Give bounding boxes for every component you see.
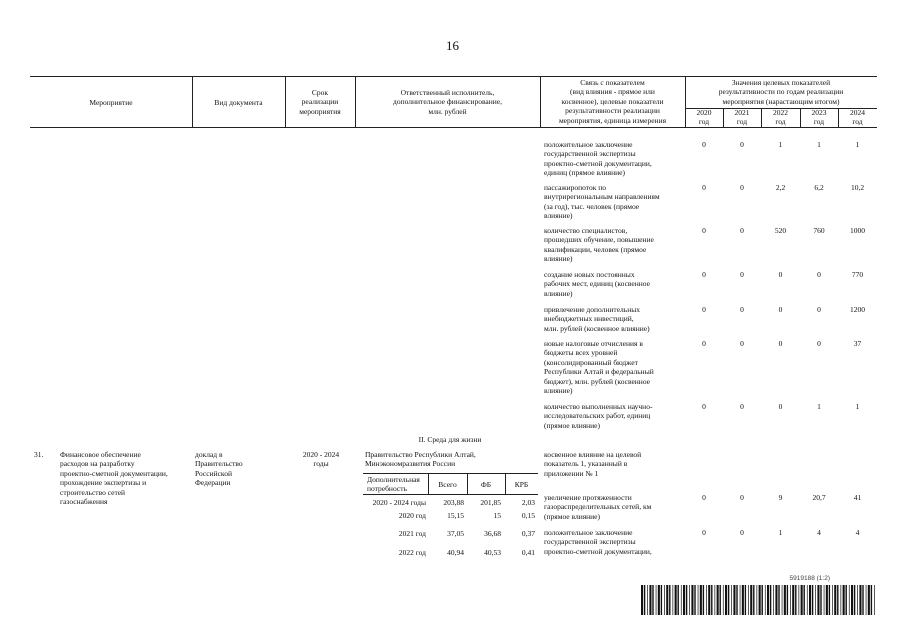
indicator-value-2020: 0	[702, 528, 706, 537]
barcode-bar	[857, 585, 858, 615]
barcode-bar	[757, 585, 758, 615]
measure-doc-type: доклад в Правительство Российской Федерации	[195, 450, 243, 488]
indicator-value-2024: 1	[855, 402, 860, 411]
indicator-value-2021: 0	[740, 226, 744, 235]
indicator-text	[544, 183, 684, 221]
indicator-text	[544, 493, 684, 521]
barcode-bar	[715, 585, 716, 615]
measure-responsible: Правительство Республики Алтай, Минэкономразвития России	[365, 450, 476, 469]
barcode-bar	[792, 585, 794, 615]
barcode-bar	[644, 585, 645, 615]
barcode-bar	[723, 585, 724, 615]
indicator-value-2022: 2,2	[775, 183, 786, 192]
barcode-bar	[782, 585, 783, 615]
section-title: II. Среда для жизни	[418, 435, 482, 444]
barcode-bar	[725, 585, 727, 615]
indicator-line: (за год), тыс. человек (прямое	[544, 201, 640, 211]
barcode-bar	[775, 585, 777, 615]
fin-total: 203,88	[443, 498, 464, 507]
indicator-value-2021: 0	[740, 140, 744, 149]
barcode-bar	[767, 585, 769, 615]
barcode-bar	[733, 585, 735, 615]
indicator-value-2023: 6,2	[814, 183, 824, 192]
barcode-bar	[859, 585, 861, 615]
indicator-line: (консолидированный бюджет	[544, 357, 638, 367]
indicator-value-2024: 1	[855, 140, 860, 149]
fin-krb: 0,15	[521, 511, 535, 520]
barcode-bar	[652, 585, 653, 615]
header-link: Связь с показателем (вид влияния - прямое или косвенное), целевые показатели результативности реализации мероприятия, единица измерения	[558, 78, 667, 125]
fin-fb: 36,68	[484, 529, 501, 538]
barcode	[640, 585, 878, 615]
fin-header-total: Всего	[438, 480, 457, 489]
header-year-2023: 2023 год	[811, 108, 827, 127]
header-bottom-border	[30, 127, 877, 128]
fin-header-fb: ФБ	[480, 480, 492, 489]
measure-name: Финансовое обеспечение расходов на разработку проектно-сметной документации, прохождение экспертизы и строительство сетей газоснабжения	[60, 450, 168, 507]
barcode-bar	[837, 585, 838, 615]
barcode-bar	[708, 585, 710, 615]
indicator-value-2021: 0	[740, 183, 744, 192]
barcode-bar	[866, 585, 867, 615]
barcode-bar	[736, 585, 737, 615]
barcode-bar	[728, 585, 729, 615]
fin-total: 15,15	[447, 511, 464, 520]
indicator-value-2021: 0	[740, 339, 744, 348]
fin-header-krb: КРБ	[514, 480, 529, 489]
barcode-bar	[807, 585, 808, 615]
barcode-bar	[669, 585, 670, 615]
indicator-value-2020: 0	[702, 339, 706, 348]
barcode-bar	[700, 585, 702, 615]
indicator-value-2021: 0	[740, 528, 744, 537]
barcode-bar	[717, 585, 719, 615]
header-year-2022: 2022 год	[773, 108, 788, 127]
header-doc-type: Вид документа	[214, 98, 263, 107]
barcode-bar	[658, 585, 660, 615]
barcode-bar	[812, 585, 813, 615]
fin-total: 37,05	[447, 529, 464, 538]
indicator-value-2022: 1	[778, 140, 783, 149]
indicator-value-2024: 1200	[850, 305, 865, 314]
barcode-bar	[762, 585, 763, 615]
barcode-bar	[647, 585, 648, 615]
indicator-line: единиц (прямое влияние)	[544, 168, 625, 178]
indicator-value-2022: 520	[774, 226, 787, 235]
barcode-bar	[801, 585, 803, 615]
indicator-line: проектно-сметной документации,	[544, 546, 652, 556]
indicator-value-2024: 41	[853, 493, 862, 502]
indicator-line: влияние)	[544, 288, 573, 298]
barcode-bar	[765, 585, 766, 615]
barcode-bar	[846, 585, 847, 615]
barcode-bar	[809, 585, 811, 615]
fin-krb: 0,37	[521, 529, 535, 538]
indicator-line: (прямое влияние)	[544, 420, 601, 430]
barcode-bar	[745, 585, 746, 615]
indicator-line: проектно-сметной документации,	[544, 158, 652, 168]
indicator-value-2024: 1000	[850, 226, 865, 235]
indicator-value-2020: 0	[702, 270, 706, 279]
barcode-bar	[742, 585, 744, 615]
header-year-2024: 2024 год	[850, 108, 865, 127]
barcode-bar	[683, 585, 685, 615]
barcode-bar	[832, 585, 833, 615]
fin-fb: 15	[493, 511, 501, 520]
barcode-bar	[871, 585, 872, 615]
page-number: 16	[446, 38, 459, 53]
fin-period: 2022 год	[398, 548, 426, 557]
barcode-bar	[820, 585, 821, 615]
fin-krb: 2,03	[521, 498, 535, 507]
indicator-line: прошедших обучение, повышение	[544, 235, 654, 245]
fin-fb: 201,85	[480, 498, 501, 507]
fin-header-need: Дополнительная потребность	[367, 475, 420, 494]
barcode-bar	[874, 585, 875, 615]
barcode-bar	[773, 585, 774, 615]
table-top-border	[30, 76, 877, 77]
indicator-line: Республики Алтай и федеральный	[544, 367, 654, 377]
indicator-value-2023: 760	[813, 226, 825, 235]
indicator-value-2023: 0	[817, 305, 821, 314]
indicator-text	[544, 339, 684, 395]
indicator-line: приложении № 1	[544, 468, 599, 478]
indicator-line: бюджеты всех уровней	[544, 348, 618, 358]
header-values-title: Значения целевых показателей результативности по годам реализации мероприятия (нарастающим итогом)	[718, 78, 844, 106]
indicator-line: млн. рублей (косвенное влияние)	[544, 323, 650, 333]
barcode-bar	[841, 585, 842, 615]
header-responsible: Ответственный исполнитель, дополнительное финансирование, млн. рублей	[393, 88, 502, 116]
indicator-value-2024: 770	[851, 270, 864, 279]
header-year-2020: 2020 год	[696, 108, 712, 127]
barcode-bar	[817, 585, 819, 615]
indicator-line: привлечение дополнительных	[544, 305, 641, 314]
fin-fb: 40,53	[484, 548, 501, 557]
barcode-bar	[691, 585, 693, 615]
fin-period: 2021 год	[398, 529, 426, 538]
indicator-line: влияние)	[544, 211, 573, 221]
indicator-text	[544, 226, 684, 264]
barcode-bar	[826, 585, 828, 615]
indicator-line: квалификации, человек (прямое	[544, 244, 647, 254]
barcode-bar	[666, 585, 668, 615]
barcode-bar	[698, 585, 699, 615]
indicator-line: создание новых постоянных	[544, 270, 635, 279]
header-year-2021: 2021 год	[734, 108, 750, 127]
indicator-line: количество выполненных научно-	[544, 402, 653, 411]
indicator-line: показатель 1, указанный в	[544, 459, 628, 469]
barcode-bar	[815, 585, 816, 615]
barcode-bar	[703, 585, 704, 615]
barcode-bar	[661, 585, 662, 615]
barcode-bar	[854, 585, 855, 615]
barcode-bar	[740, 585, 741, 615]
fin-table-header-bottom	[363, 494, 538, 495]
indicator-line: государственной экспертизы	[544, 149, 636, 159]
barcode-bar	[664, 585, 665, 615]
barcode-bar	[711, 585, 712, 615]
indicator-line: новые налоговые отчисления в	[544, 339, 643, 348]
barcode-bar	[799, 585, 800, 615]
indicator-text	[544, 270, 684, 298]
barcode-bar	[834, 585, 836, 615]
indicator-value-2020: 0	[702, 183, 706, 192]
indicator-line: бюджет), млн. рублей (косвенное	[544, 376, 650, 386]
indicator-value-2021: 0	[740, 402, 744, 411]
indicator-value-2022: 9	[778, 493, 783, 502]
indicator-line: косвенное влияние на целевой	[544, 450, 642, 459]
barcode-bar	[795, 585, 796, 615]
indicator-value-2021: 0	[740, 493, 744, 502]
indicator-value-2020: 0	[702, 402, 706, 411]
indicator-value-2022: 0	[778, 402, 783, 411]
barcode-bar	[720, 585, 721, 615]
indicator-value-2023: 0	[817, 270, 821, 279]
fin-period: 2020 - 2024 годы	[372, 498, 426, 507]
barcode-bar	[778, 585, 779, 615]
barcode-bar	[787, 585, 788, 615]
indicator-line: внебюджетных инвестиций,	[544, 314, 634, 324]
barcode-bar	[649, 585, 651, 615]
indicator-line: положительное заключение	[544, 140, 633, 149]
barcode-bar	[770, 585, 771, 615]
header-deadline: Срок реализации мероприятия	[299, 88, 341, 116]
indicator-value-2020: 0	[702, 305, 706, 314]
barcode-bar	[641, 585, 643, 615]
barcode-bar	[843, 585, 845, 615]
indicator-line: количество специалистов,	[544, 226, 628, 235]
barcode-bar	[673, 585, 674, 615]
barcode-bar	[706, 585, 707, 615]
barcode-bar	[753, 585, 754, 615]
indicator-value-2024: 4	[855, 528, 860, 537]
indicator-value-2022: 0	[778, 339, 783, 348]
indicator-value-2020: 0	[702, 140, 706, 149]
indicator-text	[544, 305, 684, 333]
header-measure: Мероприятие	[89, 98, 133, 107]
indicator-value-2023: 4	[817, 528, 821, 537]
barcode-bar	[849, 585, 850, 615]
indicator-value-2023: 0	[817, 339, 821, 348]
fin-period: 2020 год	[398, 511, 426, 520]
indicator-line: исследовательских работ, единиц	[544, 411, 651, 421]
barcode-bar	[686, 585, 687, 615]
indicator-value-2022: 1	[778, 528, 783, 537]
barcode-bar	[694, 585, 695, 615]
indicator-value-2021: 0	[740, 270, 744, 279]
barcode-bar	[851, 585, 853, 615]
measure-number: 31.	[34, 450, 44, 459]
barcode-bar	[750, 585, 752, 615]
barcode-bar	[759, 585, 761, 615]
indicator-text	[544, 140, 684, 178]
indicator-value-2022: 0	[778, 270, 783, 279]
indicator-line: (прямое влияние)	[544, 511, 601, 521]
barcode-bar	[675, 585, 677, 615]
indicator-line: газораспределительных сетей, км	[544, 502, 652, 512]
barcode-bar	[824, 585, 825, 615]
fin-total: 40,94	[447, 548, 464, 557]
barcode-bar	[689, 585, 690, 615]
barcode-bar	[784, 585, 786, 615]
indicator-line: увеличение протяженности	[544, 493, 632, 502]
indicator-text	[544, 402, 684, 430]
barcode-bar	[829, 585, 830, 615]
indicator-line: рабочих мест, единиц (косвенное	[544, 279, 650, 289]
indicator-line: влияние)	[544, 386, 573, 396]
indicator-value-2022: 0	[778, 305, 783, 314]
indicator-value-2023: 1	[817, 402, 821, 411]
barcode-bar	[804, 585, 805, 615]
barcode-bar	[868, 585, 870, 615]
indicator-text	[544, 450, 684, 478]
barcode-bar	[656, 585, 657, 615]
indicator-line: государственной экспертизы	[544, 537, 636, 547]
barcode-bar	[731, 585, 732, 615]
barcode-bar	[862, 585, 863, 615]
indicator-line: пассажиропоток по	[544, 183, 606, 192]
indicator-value-2023: 20,7	[812, 493, 826, 502]
fin-krb: 0,41	[521, 548, 535, 557]
indicator-value-2024: 10,2	[850, 183, 865, 192]
indicator-value-2020: 0	[702, 226, 706, 235]
indicator-text	[544, 528, 684, 556]
barcode-bar	[790, 585, 791, 615]
indicator-line: внутрирегиональным направлениям	[544, 192, 660, 202]
fin-table-top	[363, 473, 538, 474]
measure-deadline: 2020 - 2024 годы	[302, 450, 340, 469]
indicator-line: положительное заключение	[544, 528, 633, 537]
indicator-value-2021: 0	[740, 305, 744, 314]
barcode-label: 5919188 (1:2)	[789, 575, 830, 582]
indicator-value-2023: 1	[817, 140, 821, 149]
indicator-line: влияние)	[544, 254, 573, 264]
barcode-bar	[678, 585, 679, 615]
barcode-bar	[748, 585, 749, 615]
indicator-value-2020: 0	[702, 493, 706, 502]
barcode-bar	[681, 585, 682, 615]
indicator-value-2024: 37	[853, 339, 862, 348]
